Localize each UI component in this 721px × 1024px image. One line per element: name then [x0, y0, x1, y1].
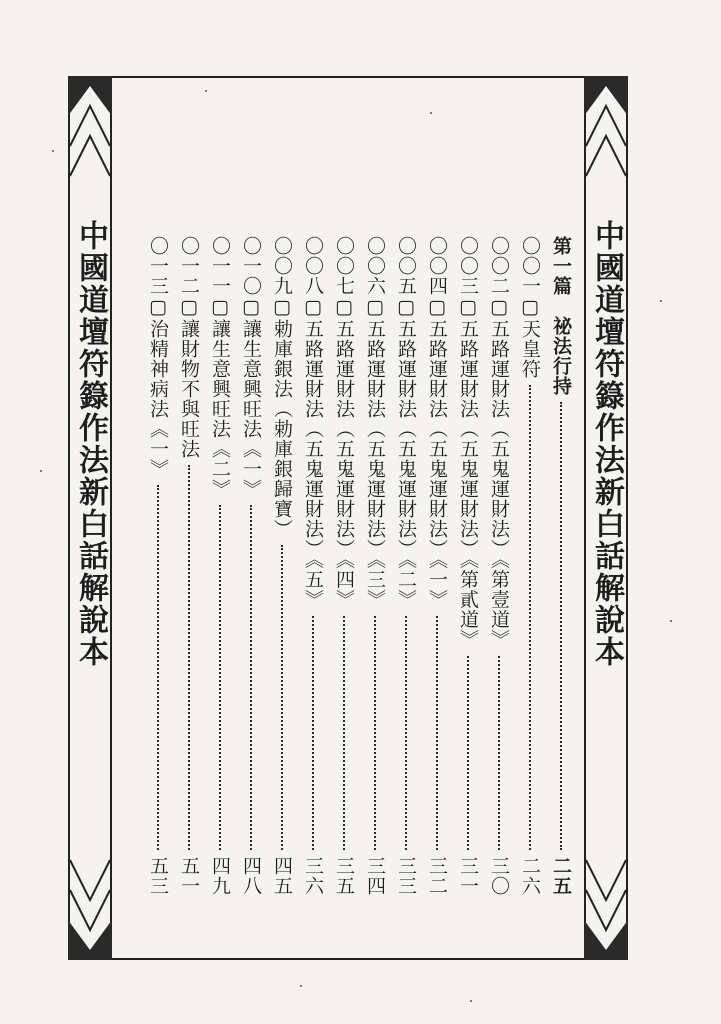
leader-dots: [405, 616, 407, 851]
leader-dots: [467, 656, 469, 851]
toc-entry-title: 〇〇五▢五路運財法（五鬼運財法）《二》: [395, 236, 417, 610]
toc-entry-page: 三五: [333, 856, 355, 896]
toc-entry[interactable]: [298, 236, 328, 896]
toc-entry[interactable]: [267, 236, 297, 896]
toc-entry-page: 三三: [395, 856, 417, 896]
toc-entry-page: 四九: [209, 856, 231, 896]
toc-entry[interactable]: [546, 236, 576, 896]
toc-entry-page: 四五: [271, 856, 293, 896]
leader-dots: [157, 485, 159, 850]
toc-entry-title: 〇〇三▢五路運財法（五鬼運財法）《第貳道》: [457, 236, 479, 650]
toc-entry[interactable]: [143, 236, 173, 896]
leader-dots: [374, 616, 376, 851]
toc-entry-title: 〇〇八▢五路運財法（五鬼運財法）《五》: [302, 236, 324, 610]
toc-entry[interactable]: [484, 236, 514, 896]
toc-entry[interactable]: [329, 236, 359, 896]
top-border-rule: [112, 76, 584, 78]
toc-entry-title: 第一篇 祕法行持: [550, 236, 572, 396]
book-title-left: 中國道壇符籙作法新白話解說本: [73, 220, 108, 668]
leader-dots: [436, 616, 438, 851]
leader-dots: [250, 505, 252, 850]
toc-entry-title: 〇一一▢讓生意興旺法《二》: [209, 236, 231, 499]
toc-entry-page: 二五: [550, 856, 572, 896]
toc-entry-title: 〇一二▢讓財物不與旺法: [178, 236, 200, 459]
toc-entry-title: 〇〇四▢五路運財法（五鬼運財法）《一》: [426, 236, 448, 610]
leader-dots: [498, 656, 500, 851]
toc-entry[interactable]: [391, 236, 421, 896]
toc-entry[interactable]: [360, 236, 390, 896]
toc-entry[interactable]: [236, 236, 266, 896]
toc-entry-title: 〇〇二▢五路運財法（五鬼運財法）《第壹道》: [488, 236, 510, 650]
leader-dots: [529, 385, 531, 850]
leader-dots: [219, 505, 221, 850]
toc-entry[interactable]: [453, 236, 483, 896]
toc-entry-page: 三六: [302, 856, 324, 896]
toc-entry-page: 三四: [364, 856, 386, 896]
toc-entry-page: 五三: [147, 856, 169, 896]
toc-entry-page: 二六: [519, 856, 541, 896]
leader-dots: [343, 616, 345, 851]
toc-entry[interactable]: [205, 236, 235, 896]
toc-entry-title: 〇〇一▢天皇符: [519, 236, 541, 379]
leader-dots: [312, 616, 314, 851]
toc-entry-title: 〇〇九▢勅庫銀法（勅庫銀歸寶）: [271, 236, 293, 539]
leader-dots: [188, 465, 190, 850]
table-of-contents: [140, 236, 576, 896]
toc-entry-title: 〇〇六▢五路運財法（五鬼運財法）《三》: [364, 236, 386, 610]
toc-entry-page: 五一: [178, 856, 200, 896]
toc-entry-title: 〇一〇▢讓生意興旺法《一》: [240, 236, 262, 499]
toc-entry[interactable]: [422, 236, 452, 896]
toc-entry-title: 〇〇七▢五路運財法（五鬼運財法）《四》: [333, 236, 355, 610]
leader-dots: [281, 545, 283, 850]
leader-dots: [560, 402, 562, 850]
toc-entry-title: 〇一三▢治精神病法《一》: [147, 236, 169, 479]
toc-entry[interactable]: [174, 236, 204, 896]
bottom-border-rule: [112, 958, 584, 960]
toc-entry-page: 三一: [457, 856, 479, 896]
toc-entry[interactable]: [515, 236, 545, 896]
toc-entry-page: 三二: [426, 856, 448, 896]
toc-entry-page: 四八: [240, 856, 262, 896]
toc-entry-page: 三〇: [488, 856, 510, 896]
book-title-right: 中國道壇符籙作法新白話解說本: [589, 220, 624, 668]
